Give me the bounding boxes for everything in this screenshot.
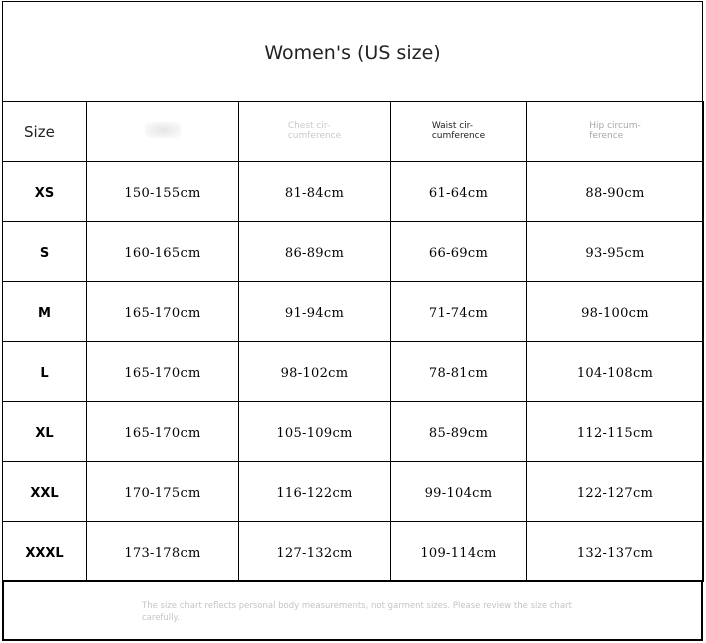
hip-cell-value: 98-100cm: [581, 306, 649, 321]
waist-cell: [391, 222, 527, 282]
chest-cell-value: 127-132cm: [276, 546, 353, 561]
height-cell: [87, 462, 239, 522]
chest-cell: [239, 402, 391, 462]
header-chest: [239, 102, 391, 162]
size-note: The size chart reflects personal body measurements, not garment sizes. Please review the size chart carefully.: [142, 601, 572, 623]
height-cell-value: 165-170cm: [124, 366, 201, 381]
hip-cell-value: 104-108cm: [576, 366, 654, 381]
size-cell-value: XXL: [30, 486, 59, 501]
chest-cell: [239, 162, 391, 222]
table-row: [3, 522, 704, 582]
waist-cell-value: 99-104cm: [424, 486, 493, 501]
size-cell-value: XXXL: [25, 546, 64, 561]
title-box: [2, 1, 703, 102]
hip-cell: [527, 162, 704, 222]
header-chest-label: Chest cir- cumference: [287, 121, 342, 141]
size-cell: [3, 282, 87, 342]
header-height: [87, 102, 239, 162]
waist-cell: [391, 342, 527, 402]
table-row: [3, 342, 704, 402]
chest-cell-value: 105-109cm: [276, 426, 353, 441]
size-cell: [3, 402, 87, 462]
chest-cell-value: 116-122cm: [276, 486, 353, 501]
hip-cell-value: 112-115cm: [576, 426, 654, 441]
hip-cell: [527, 462, 704, 522]
header-hip: [527, 102, 704, 162]
table-row: [3, 282, 704, 342]
blurred-header-text: [145, 122, 181, 138]
table-row: [3, 462, 704, 522]
chest-cell-value: 91-94cm: [284, 306, 345, 321]
height-cell: [87, 402, 239, 462]
table-row: [3, 222, 704, 282]
hip-cell-value: 132-137cm: [576, 546, 654, 561]
waist-cell-value: 85-89cm: [428, 426, 489, 441]
height-cell: [87, 162, 239, 222]
height-cell: [87, 282, 239, 342]
height-cell-value: 150-155cm: [124, 186, 201, 201]
waist-cell: [391, 402, 527, 462]
size-cell: [3, 462, 87, 522]
chest-cell: [239, 522, 391, 582]
height-cell-value: 173-178cm: [124, 546, 201, 561]
waist-cell-value: 78-81cm: [428, 366, 489, 381]
chest-cell-value: 98-102cm: [280, 366, 349, 381]
waist-cell: [391, 282, 527, 342]
chest-cell: [239, 462, 391, 522]
hip-cell: [527, 522, 704, 582]
hip-cell: [527, 222, 704, 282]
header-hip-label: Hip circum- ference: [589, 121, 641, 141]
height-cell-value: 170-175cm: [124, 486, 201, 501]
size-cell-value: XS: [34, 186, 55, 201]
size-table: [2, 101, 704, 582]
hip-cell-value: 93-95cm: [585, 246, 645, 261]
hip-cell: [527, 282, 704, 342]
waist-cell: [391, 162, 527, 222]
height-cell-value: 165-170cm: [124, 426, 201, 441]
header-row: [3, 102, 704, 162]
waist-cell-value: 66-69cm: [428, 246, 489, 261]
height-cell: [87, 222, 239, 282]
size-cell-value: XL: [35, 426, 54, 441]
header-waist-label: Waist cir- cumference: [431, 121, 486, 141]
table-row: [3, 162, 704, 222]
chest-cell-value: 81-84cm: [284, 186, 345, 201]
waist-cell-value: 61-64cm: [428, 186, 489, 201]
size-cell: [3, 522, 87, 582]
size-cell-value: L: [40, 366, 49, 381]
note-box: [2, 580, 703, 641]
waist-cell: [391, 462, 527, 522]
height-cell-value: 160-165cm: [124, 246, 201, 261]
waist-cell: [391, 522, 527, 582]
height-cell: [87, 342, 239, 402]
size-cell-value: S: [39, 246, 50, 261]
chart-title: Women's (US size): [264, 41, 441, 64]
header-size: Size: [3, 102, 87, 162]
chest-cell: [239, 222, 391, 282]
waist-cell-value: 71-74cm: [428, 306, 489, 321]
size-cell: [3, 222, 87, 282]
size-cell: [3, 162, 87, 222]
header-waist: [391, 102, 527, 162]
hip-cell: [527, 342, 704, 402]
height-cell: [87, 522, 239, 582]
chest-cell: [239, 342, 391, 402]
hip-cell: [527, 402, 704, 462]
hip-cell-value: 88-90cm: [585, 186, 645, 201]
size-cell: [3, 342, 87, 402]
size-cell-value: M: [38, 306, 51, 321]
chest-cell-value: 86-89cm: [284, 246, 345, 261]
table-row: [3, 402, 704, 462]
height-cell-value: 165-170cm: [124, 306, 201, 321]
chest-cell: [239, 282, 391, 342]
hip-cell-value: 122-127cm: [576, 486, 654, 501]
waist-cell-value: 109-114cm: [420, 546, 497, 561]
